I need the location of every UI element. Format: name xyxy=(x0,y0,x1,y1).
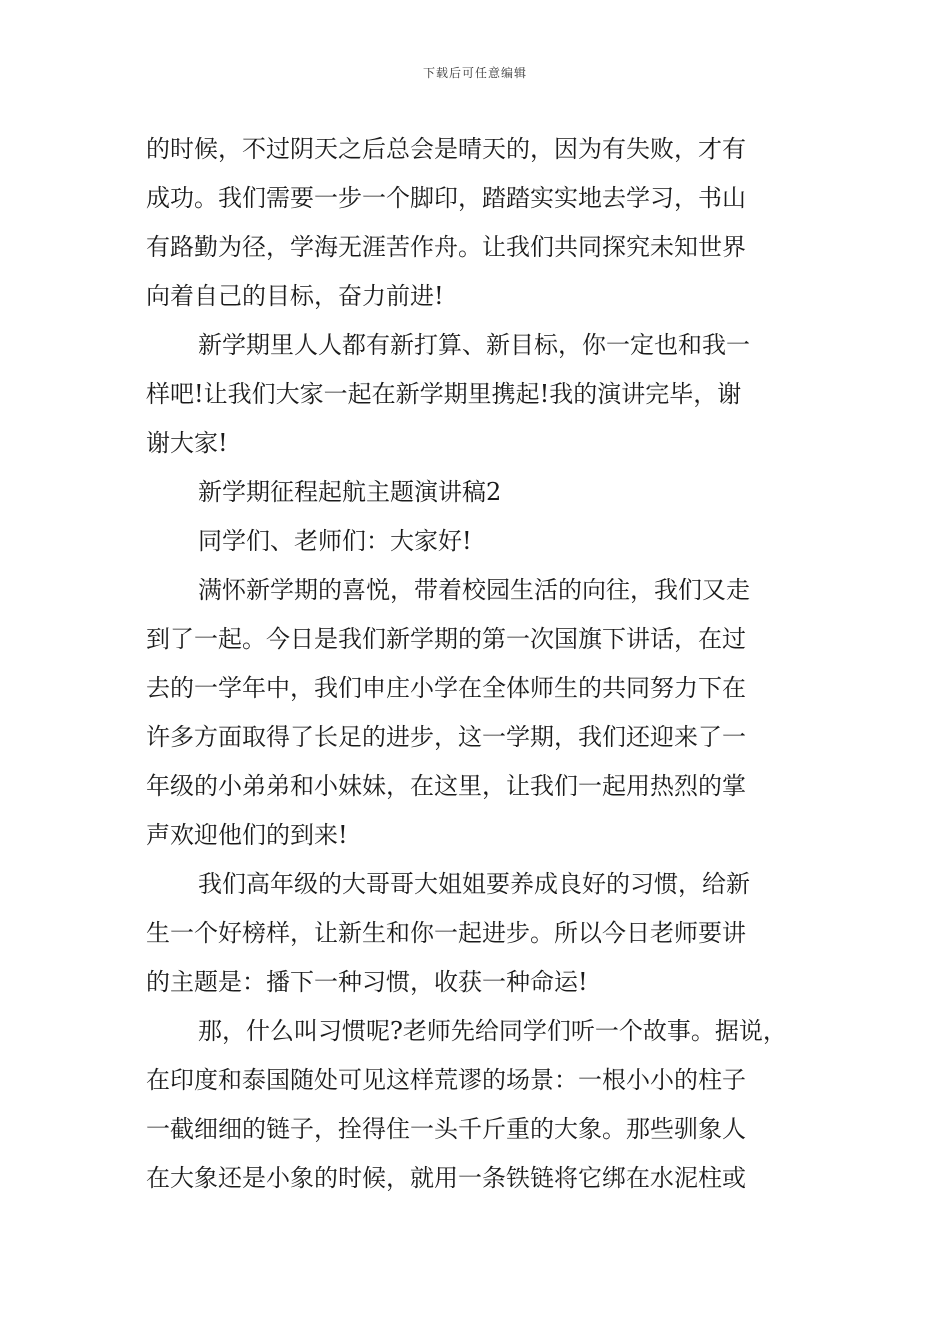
text-line: 年级的小弟弟和小妹妹，在这里，让我们一起用热烈的掌 xyxy=(146,772,746,800)
text-line: 的时候，不过阴天之后总会是晴天的，因为有失败，才有 xyxy=(146,135,746,163)
text-line: 生一个好榜样，让新生和你一起进步。所以今日老师要讲 xyxy=(146,919,746,947)
text-line: 成功。我们需要一步一个脚印，踏踏实实地去学习，书山 xyxy=(146,184,746,212)
text-line: 一截细细的链子，拴得住一头千斤重的大象。那些驯象人 xyxy=(146,1115,746,1143)
page-header: 下载后可任意编辑 xyxy=(422,66,527,80)
text-line: 新学期征程起航主题演讲稿2 xyxy=(198,478,502,506)
text-line: 满怀新学期的喜悦，带着校园生活的向往，我们又走 xyxy=(198,576,750,604)
text-line: 向着自己的目标，奋力前进! xyxy=(146,282,444,310)
text-line: 同学们、老师们：大家好! xyxy=(198,527,472,555)
text-line: 到了一起。今日是我们新学期的第一次国旗下讲话，在过 xyxy=(146,625,746,653)
text-line: 的主题是：播下一种习惯，收获一种命运! xyxy=(146,968,588,996)
text-line: 在大象还是小象的时候，就用一条铁链将它绑在水泥柱或 xyxy=(146,1164,746,1192)
text-line: 在印度和泰国随处可见这样荒谬的场景：一根小小的柱子 xyxy=(146,1066,746,1094)
document-body xyxy=(146,125,816,1203)
text-line: 样吧!让我们大家一起在新学期里携起!我的演讲完毕，谢 xyxy=(146,380,742,408)
text-line: 我们高年级的大哥哥大姐姐要养成良好的习惯，给新 xyxy=(198,870,750,898)
text-line: 新学期里人人都有新打算、新目标，你一定也和我一 xyxy=(198,331,750,359)
text-line: 那，什么叫习惯呢?老师先给同学们听一个故事。据说， xyxy=(198,1017,787,1045)
text-line: 声欢迎他们的到来! xyxy=(146,821,348,849)
text-line: 有路勤为径，学海无涯苦作舟。让我们共同探究未知世界 xyxy=(146,233,746,261)
text-line: 许多方面取得了长足的进步，这一学期，我们还迎来了一 xyxy=(146,723,746,751)
text-line: 谢大家! xyxy=(146,429,228,457)
text-line: 去的一学年中，我们申庄小学在全体师生的共同努力下在 xyxy=(146,674,746,702)
